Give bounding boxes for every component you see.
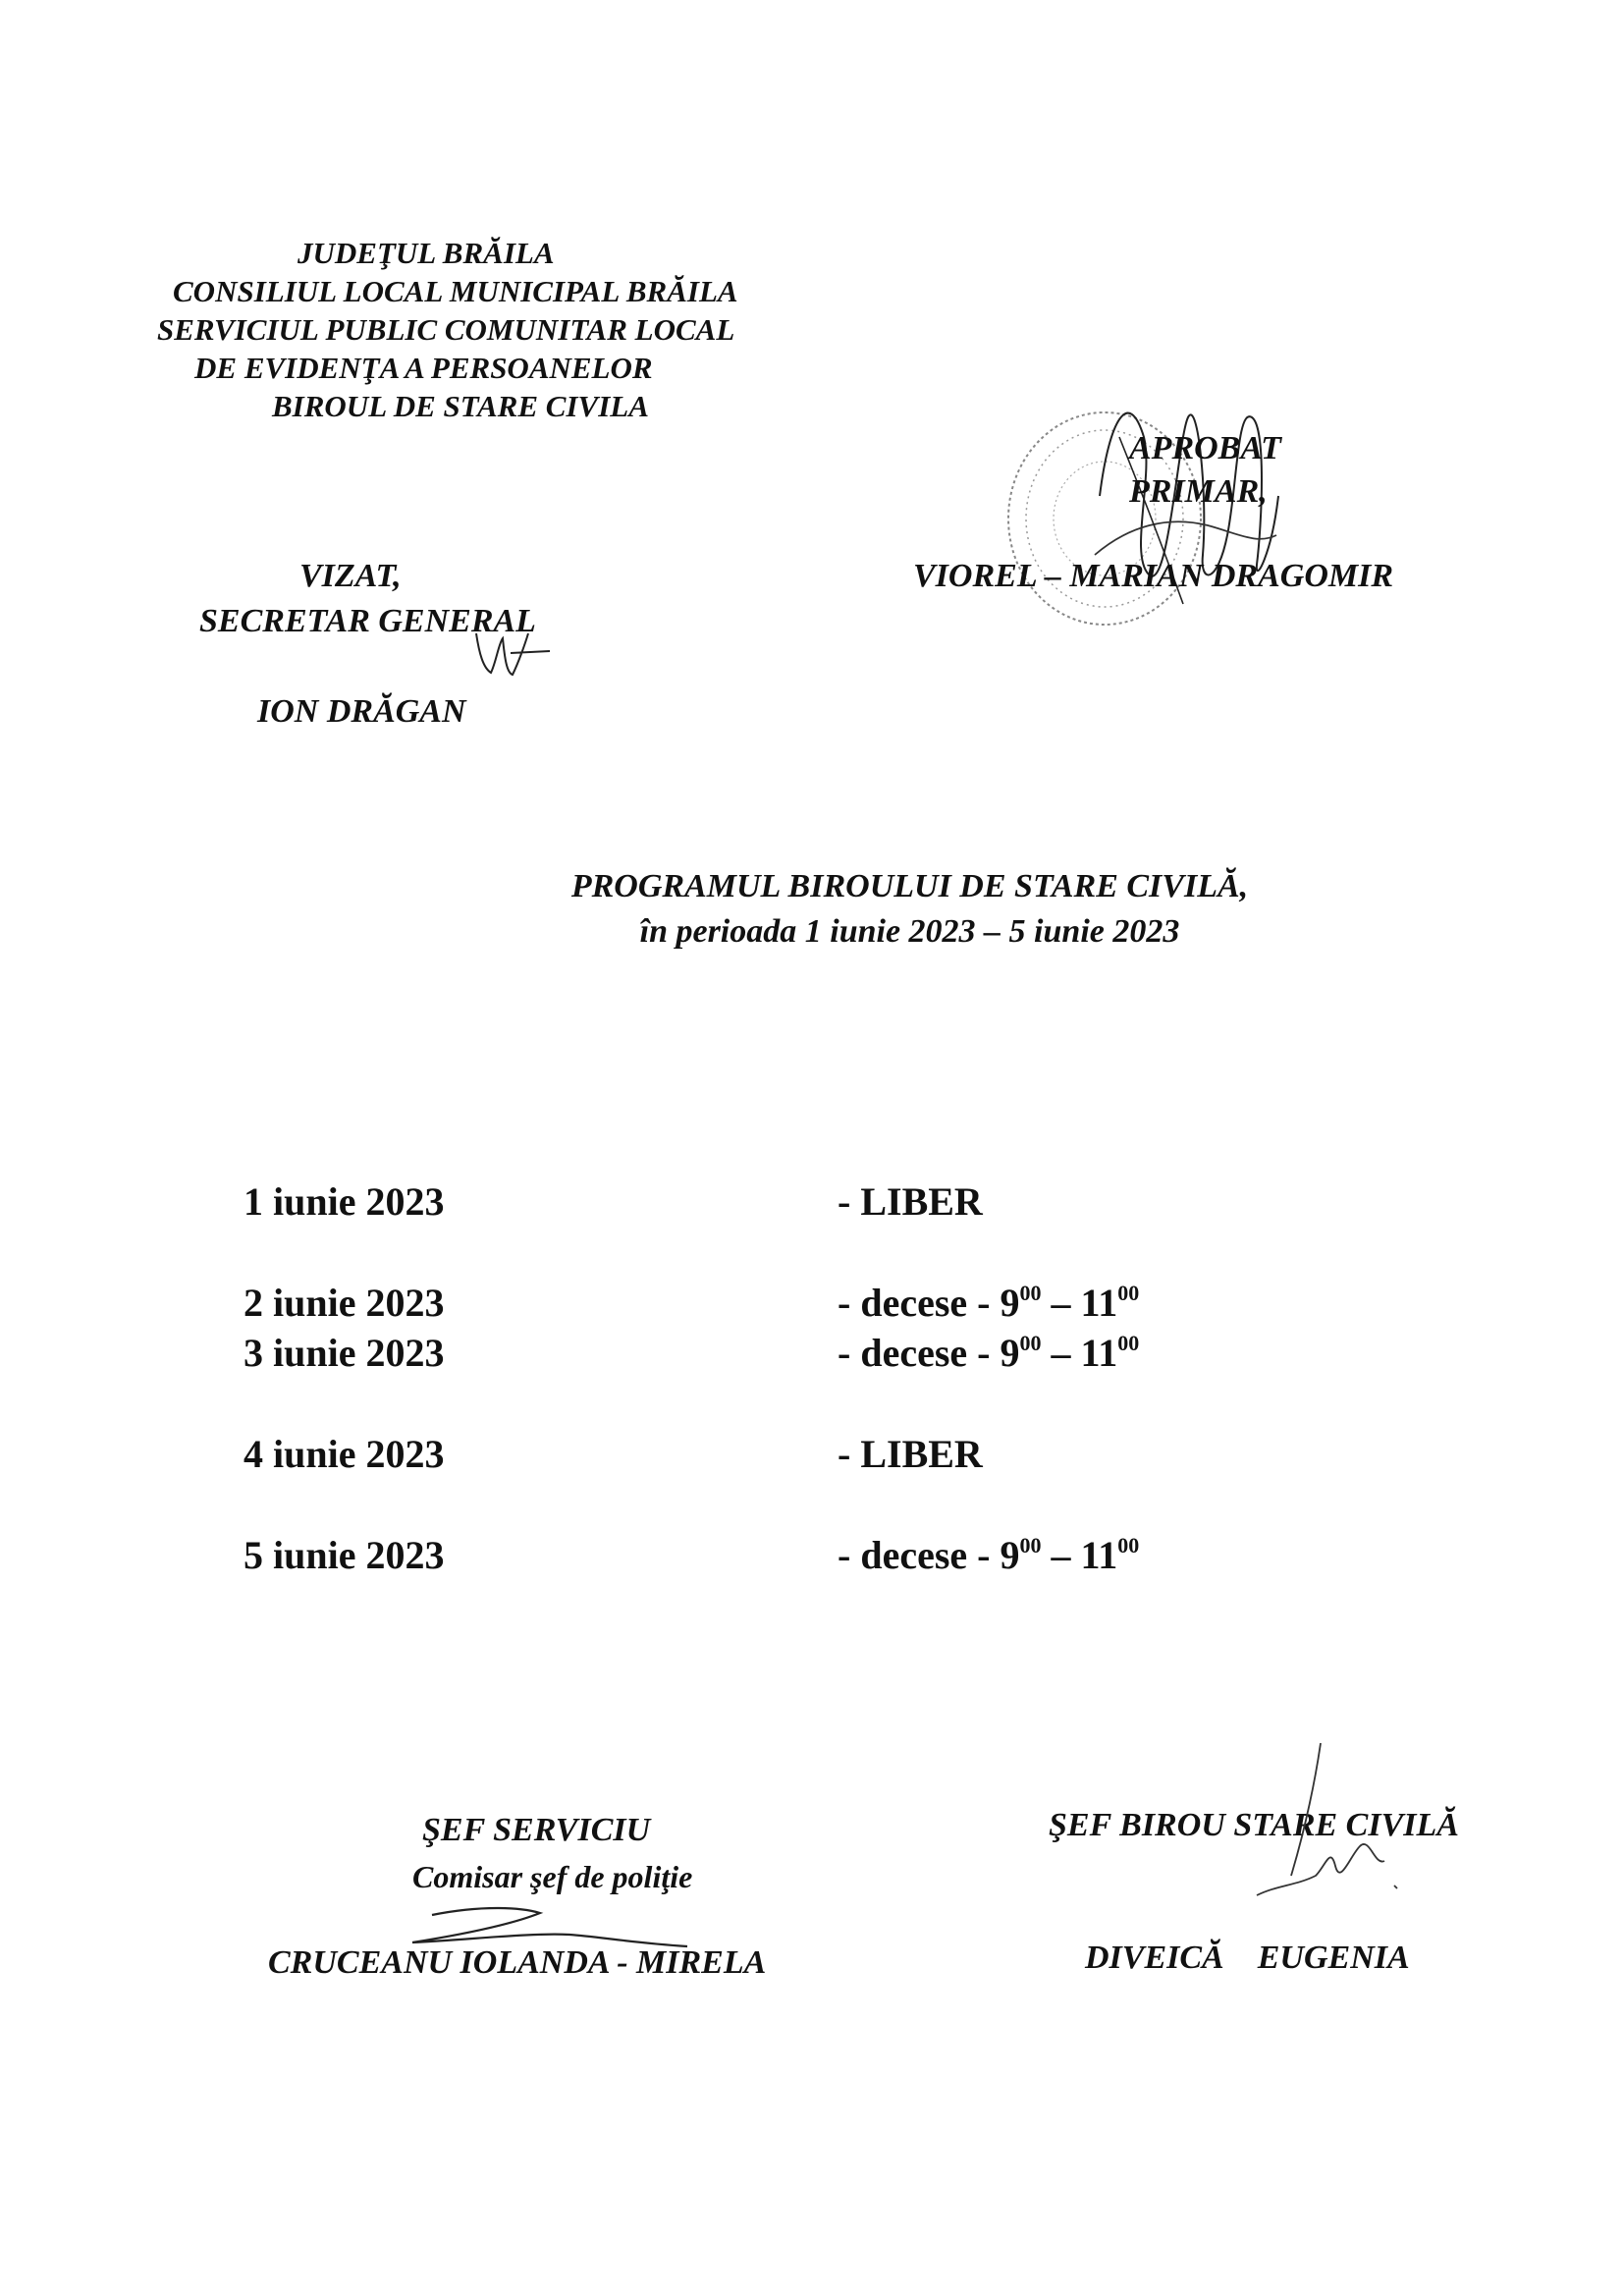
header-line-office: BIROUL DE STARE CIVILA: [272, 389, 649, 423]
secretary-signature-icon: [471, 614, 560, 692]
right-signatory-name: DIVEICĂ EUGENIA: [1085, 1940, 1410, 1976]
right-signatory-role: ŞEF BIROU STARE CIVILĂ: [1049, 1807, 1459, 1843]
end-minutes: 00: [1117, 1533, 1140, 1558]
mayor-title: PRIMAR,: [1129, 473, 1268, 510]
start-minutes: 00: [1019, 1281, 1042, 1305]
schedule-date-4: 4 iunie 2023: [243, 1432, 445, 1476]
document-title: [0, 864, 1623, 955]
approved-label: APROBAT: [1129, 430, 1281, 466]
start-hour: 9: [1000, 1533, 1020, 1577]
start-minutes: 00: [1019, 1331, 1042, 1355]
left-signatory-role: ŞEF SERVICIU: [422, 1812, 651, 1848]
start-hour: 9: [1000, 1281, 1020, 1325]
start-minutes: 00: [1019, 1533, 1042, 1558]
end-minutes: 00: [1117, 1281, 1140, 1305]
start-hour: 9: [1000, 1331, 1020, 1375]
schedule-date-3: 3 iunie 2023: [243, 1331, 445, 1375]
header-line-service: SERVICIUL PUBLIC COMUNITAR LOCAL: [157, 312, 735, 347]
visa-label: VIZAT,: [299, 558, 402, 594]
schedule-prefix: - decese -: [838, 1331, 1001, 1375]
end-hour: 11: [1080, 1331, 1118, 1375]
title-line-main: PROGRAMUL BIROULUI DE STARE CIVILĂ,: [570, 868, 1249, 904]
right-signature-icon: [1237, 1738, 1404, 1935]
schedule-prefix: - LIBER: [838, 1179, 983, 1224]
schedule-status-3: [838, 1330, 1139, 1376]
approval-block: [1129, 427, 1281, 514]
schedule-status-4: [838, 1431, 983, 1477]
time-separator: –: [1041, 1533, 1081, 1577]
end-hour: 11: [1080, 1281, 1118, 1325]
schedule-status-5: [838, 1532, 1139, 1578]
secretary-name: ION DRĂGAN: [257, 693, 466, 730]
secretary-title: SECRETAR GENERAL: [199, 603, 536, 639]
schedule-prefix: - decese -: [838, 1281, 1001, 1325]
schedule-status-1: [838, 1178, 983, 1225]
schedule-date-1: 1 iunie 2023: [243, 1179, 445, 1224]
institution-header: [157, 234, 738, 425]
time-separator: –: [1041, 1281, 1081, 1325]
header-line-county: JUDEŢUL BRĂILA: [298, 236, 555, 270]
header-line-council: CONSILIUL LOCAL MUNICIPAL BRĂILA: [173, 274, 738, 308]
mayor-name: VIOREL – MARIAN DRAGOMIR: [913, 558, 1394, 594]
schedule-prefix: - decese -: [838, 1533, 1001, 1577]
schedule-date-2: 2 iunie 2023: [243, 1281, 445, 1325]
schedule-prefix: - LIBER: [838, 1432, 983, 1476]
time-separator: –: [1041, 1331, 1081, 1375]
schedule-status-2: [838, 1280, 1139, 1326]
left-signatory-name: CRUCEANU IOLANDA - MIRELA: [268, 1944, 767, 1981]
schedule-date-5: 5 iunie 2023: [243, 1533, 445, 1577]
header-line-evidence: DE EVIDENŢA A PERSOANELOR: [194, 351, 653, 385]
end-hour: 11: [1080, 1533, 1118, 1577]
end-minutes: 00: [1117, 1331, 1140, 1355]
title-line-period: în perioada 1 iunie 2023 – 5 iunie 2023: [639, 913, 1180, 950]
left-signatory-rank: Comisar şef de poliţie: [412, 1859, 693, 1894]
